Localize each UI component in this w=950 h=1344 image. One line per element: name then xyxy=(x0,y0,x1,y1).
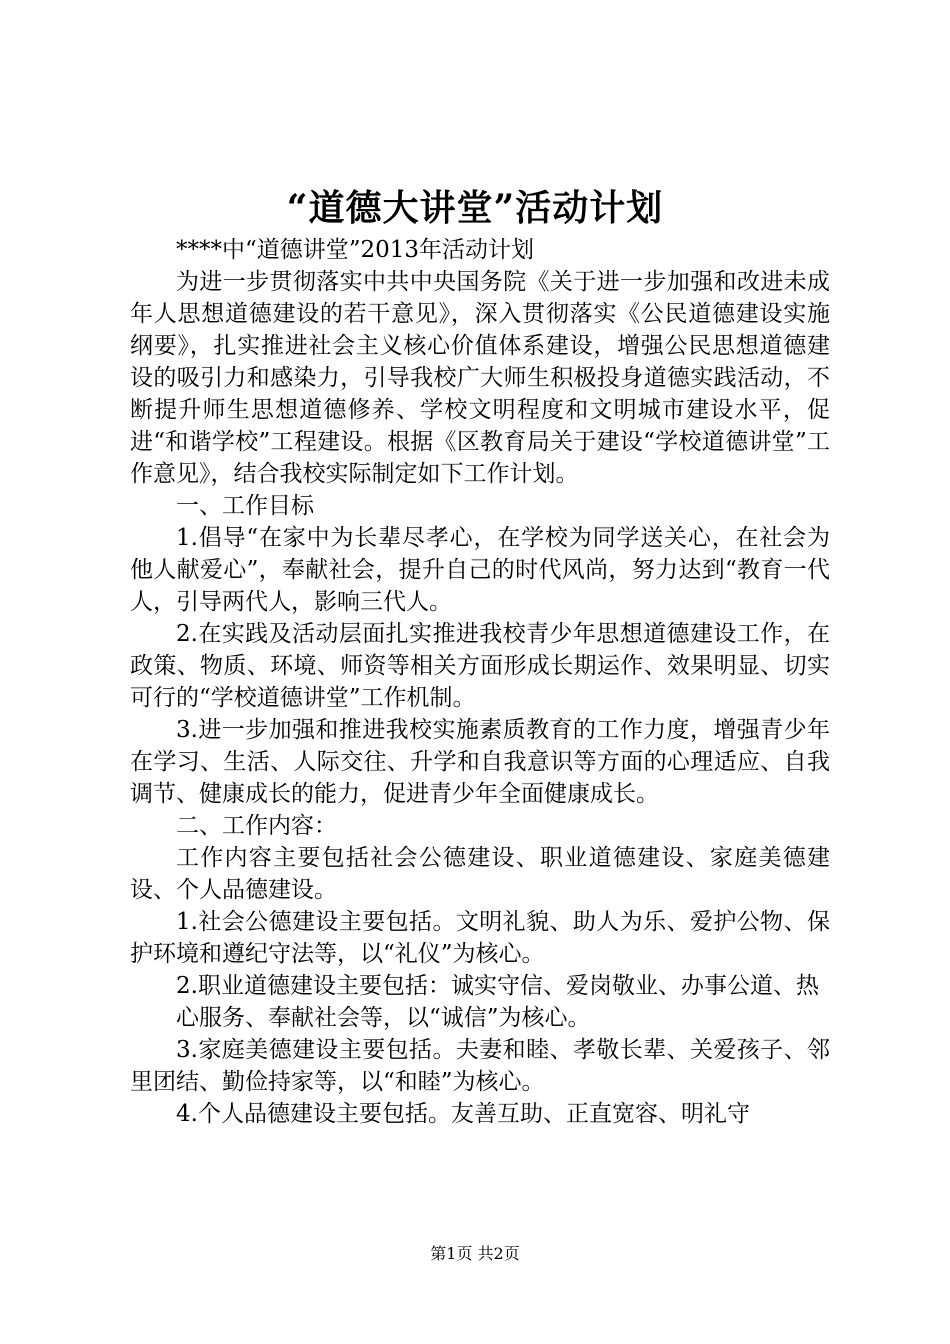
document-title: “道德大讲堂”活动计划 xyxy=(286,187,664,229)
goal-item-2: 2.在实践及活动层面扎实推进我校青少年思想道德建设工作，在政策、物质、环境、师资等相关方面形成长期运作、效果明显、切实可行的“学校道德讲堂”工作机制。 xyxy=(130,621,830,711)
content-item-2: 2.职业道德建设主要包括：诚实守信、爱岗敬业、办事公道、热 xyxy=(176,973,819,999)
content-item-4: 4.个人品德建设主要包括。友善互助、正直宽容、明礼守 xyxy=(176,1101,750,1127)
subtitle-line: ****中“道德讲堂”2013年活动计划 xyxy=(176,237,535,263)
section-heading-content: 二、工作内容： xyxy=(176,813,337,839)
content-item-2-continuation: 心服务、奉献社会等，以“诚信”为核心。 xyxy=(176,1005,591,1031)
content-intro-paragraph: 工作内容主要包括社会公德建设、职业道德建设、家庭美德建设、个人品德建设。 xyxy=(130,845,830,903)
document-body xyxy=(130,234,830,1130)
goal-item-3: 3.进一步加强和推进我校实施素质教育的工作力度，增强青少年在学习、生活、人际交往、升学和自我意识等方面的心理适应、自我调节、健康成长的能力，促进青少年全面健康成长。 xyxy=(130,717,830,807)
page-number: 第1页 共2页 xyxy=(430,1244,520,1263)
content-item-1: 1.社会公德建设主要包括。文明礼貌、助人为乐、爱护公物、保护环境和遵纪守法等，以“礼仪”为核心。 xyxy=(130,909,830,967)
content-item-3: 3.家庭美德建设主要包括。夫妻和睦、孝敬长辈、关爱孩子、邻里团结、勤俭持家等，以“和睦”为核心。 xyxy=(130,1037,830,1095)
section-heading-goals: 一、工作目标 xyxy=(176,493,314,519)
intro-paragraph: 为进一步贯彻落实中共中央国务院《关于进一步加强和改进未成年人思想道德建设的若干意见》，深入贯彻落实《公民道德建设实施纲要》，扎实推进社会主义核心价值体系建设，增强公民思想道德建设的吸引力和感染力，引导我校广大师生积极投身道德实践活动，不断提升师生思想道德修养、学校文明程度和文明城市建设水平，促进“和谐学校”工程建设。根据《区教育局关于建设“学校道德讲堂”工作意见》，结合我校实际制定如下工作计划。 xyxy=(130,269,830,487)
goal-item-1: 1.倡导“在家中为长辈尽孝心，在学校为同学送关心，在社会为他人献爱心”，奉献社会，提升自己的时代风尚，努力达到“教育一代人，引导两代人，影响三代人。 xyxy=(130,525,830,615)
